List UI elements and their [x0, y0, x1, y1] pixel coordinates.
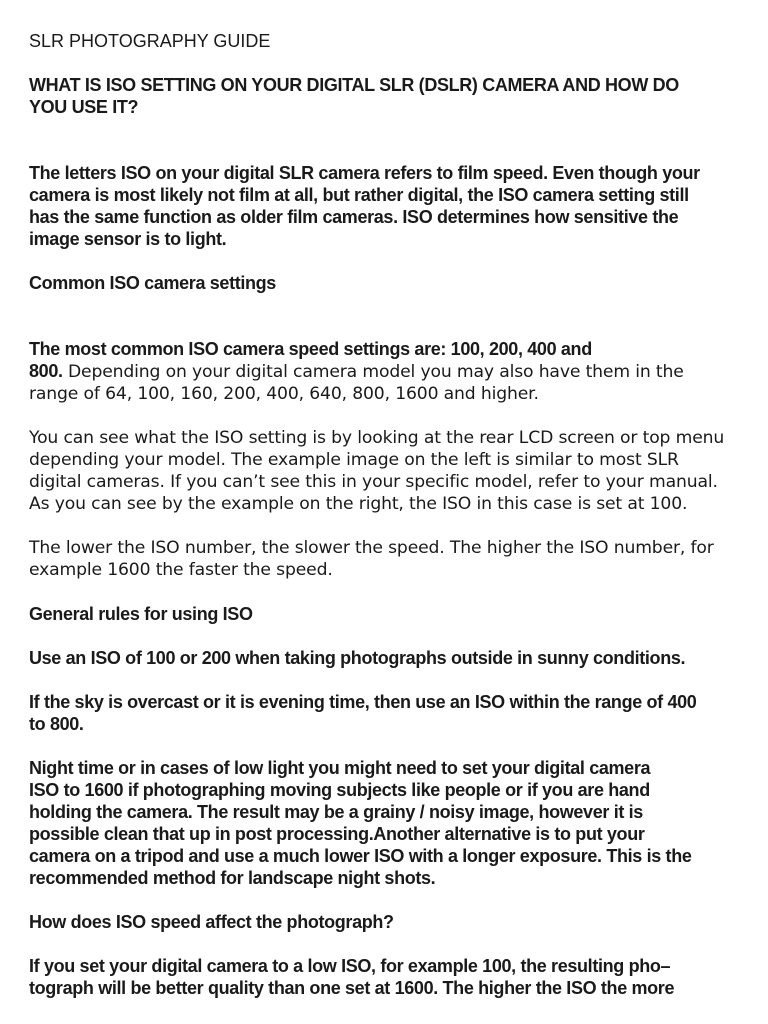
paragraph-line: tograph will be better quality than one set at 1600. The higher the ISO the more [29, 978, 675, 998]
bold-fragment: 800. [29, 361, 63, 381]
paragraph-line: camera is most likely not film at all, but rather digital, the ISO camera setting still [29, 185, 689, 205]
paragraph-line [29, 360, 745, 383]
paragraph-line: holding the camera. The result may be a grainy / noisy image, however it is [29, 802, 643, 822]
paragraph-line: Night time or in cases of low light you might need to set your digital camera [29, 758, 651, 778]
rule-overcast [29, 691, 745, 735]
title-line: WHAT IS ISO SETTING ON YOUR DIGITAL SLR (DSLR) CAMERA AND HOW DO [29, 75, 679, 95]
paragraph-line: You can see what the ISO setting is by looking at the rear LCD screen or top menu [29, 428, 725, 448]
document-page [29, 30, 745, 999]
paragraph-line: image sensor is to light. [29, 229, 227, 249]
rule-night [29, 757, 745, 889]
paragraph-line: The letters ISO on your digital SLR camera refers to film speed. Even though your [29, 163, 700, 183]
paragraph-line: example 1600 the faster the speed. [29, 560, 333, 580]
section-heading-affect: How does ISO speed affect the photograph? [29, 912, 394, 932]
paragraph-line: has the same function as older film cameras. ISO determines how sensitive the [29, 207, 679, 227]
section-heading-rules: General rules for using ISO [29, 604, 253, 624]
paragraph-line: If the sky is overcast or it is evening time, then use an ISO within the range of 400 [29, 692, 697, 712]
guide-header-label: SLR PHOTOGRAPHY GUIDE [29, 31, 271, 51]
paragraph-line: range of 64, 100, 160, 200, 400, 640, 800, 1600 and higher. [29, 384, 539, 404]
paragraph-line: ISO to 1600 if photographing moving subjects like people or if you are hand [29, 780, 650, 800]
regular-fragment: Depending on your digital camera model you may also have them in the [62, 362, 684, 382]
lcd-paragraph [29, 427, 745, 515]
speed-paragraph [29, 537, 745, 581]
paragraph-line: camera on a tripod and use a much lower ISO with a longer exposure. This is the [29, 846, 692, 866]
paragraph-line: to 800. [29, 714, 84, 734]
paragraph-line: possible clean that up in post processing.Another alternative is to put your [29, 824, 645, 844]
rule-sunny: Use an ISO of 100 or 200 when taking photographs outside in sunny conditions. [29, 648, 686, 668]
common-settings-paragraph [29, 338, 745, 405]
article-title [29, 74, 745, 118]
section-heading-common: Common ISO camera settings [29, 273, 276, 293]
intro-paragraph [29, 162, 745, 250]
paragraph-line: The lower the ISO number, the slower the speed. The higher the ISO number, for [29, 538, 714, 558]
paragraph-line: recommended method for landscape night shots. [29, 868, 436, 888]
title-line: YOU USE IT? [29, 97, 139, 117]
paragraph-line: If you set your digital camera to a low ISO, for example 100, the resulting pho– [29, 956, 671, 976]
paragraph-line: As you can see by the example on the right, the ISO in this case is set at 100. [29, 494, 688, 514]
affect-paragraph [29, 955, 745, 999]
paragraph-line: digital cameras. If you can’t see this in your specific model, refer to your manual. [29, 472, 718, 492]
paragraph-line: depending your model. The example image on the left is similar to most SLR [29, 450, 679, 470]
paragraph-line: The most common ISO camera speed settings are: 100, 200, 400 and [29, 339, 592, 359]
